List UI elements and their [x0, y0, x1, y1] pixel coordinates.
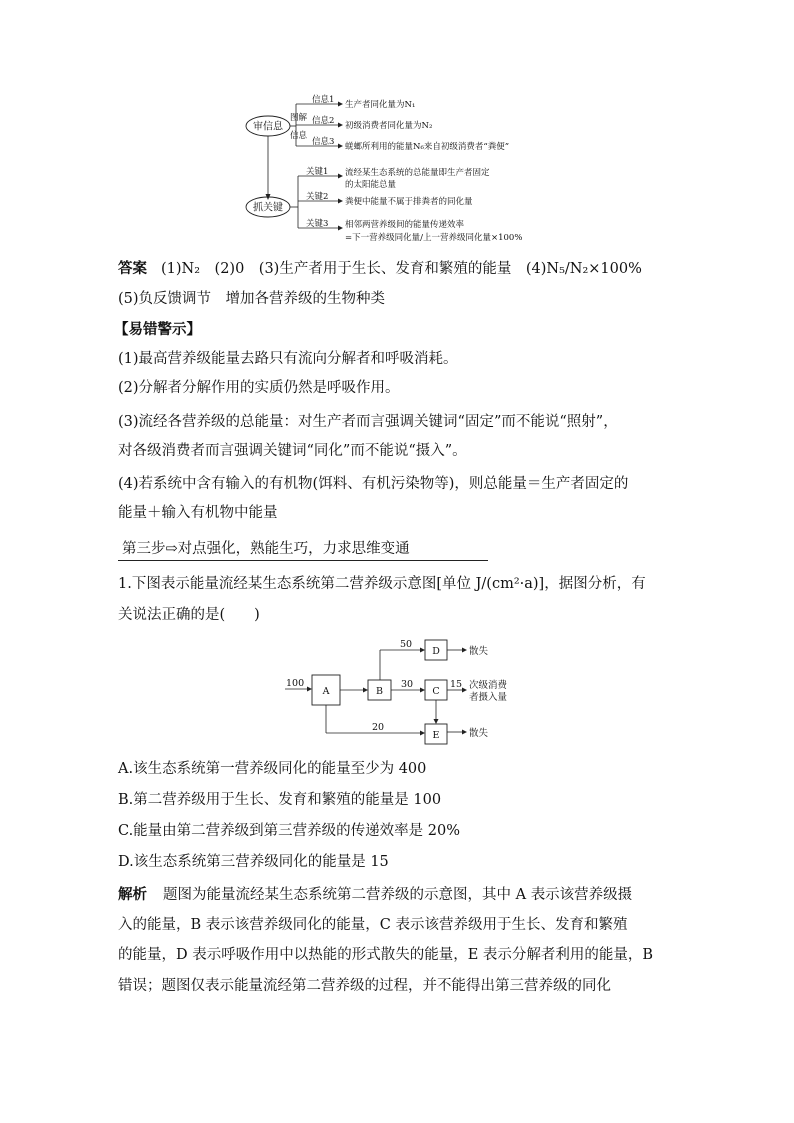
- answer-label: 答案: [118, 260, 147, 277]
- answer-line-1: [118, 259, 642, 279]
- label-tujie: 图解: [290, 113, 308, 123]
- warning-line-1: (1)最高营养级能量去路只有流向分解者和呼吸消耗。: [118, 351, 458, 367]
- info-text-1: 生产者同化量为N₁: [345, 100, 416, 110]
- value-c-out: 15: [450, 679, 463, 690]
- answer-line-2: (5)负反馈调节 增加各营养级的生物种类: [118, 291, 386, 307]
- mind-map-root2-text: 抓关键: [253, 202, 283, 214]
- warning-line-4: 对各级消费者而言强调关键词“同化”而不能说“摄入”。: [118, 443, 467, 459]
- label-xinxi: 信息: [290, 131, 308, 141]
- option-a: A.该生态系统第一营养级同化的能量至少为 400: [118, 761, 427, 777]
- key-text-1a: 流经某生态系统的总能量即生产者固定: [345, 168, 490, 178]
- box-b-label: B: [376, 686, 383, 697]
- warning-line-3: (3)流经各营养级的总能量：对生产者而言强调关键词“固定”而不能说“照射”，: [118, 414, 618, 430]
- box-d-label: D: [432, 646, 440, 657]
- analysis-line-2: 入的能量，B 表示该营养级同化的能量，C 表示该营养级用于生长、发育和繁殖: [118, 917, 628, 933]
- answer-text-1: (1)N₂ (2)0 (3)生产者用于生长、发育和繁殖的能量 (4)N₅/N₂×100%: [161, 261, 642, 277]
- warning-line-6: 能量＋输入有机物中能量: [118, 505, 278, 521]
- value-a-to-e: 20: [372, 722, 385, 733]
- warning-title-text: 易错警示: [128, 321, 187, 338]
- value-b-to-c: 30: [401, 679, 414, 690]
- analysis-line-4: 错误；题图仅表示能量流经第二营养级的过程，并不能得出第三营养级的同化: [118, 978, 611, 994]
- key-text-3b: =下一营养级同化量/上一营养级同化量×100%: [345, 233, 523, 243]
- info-tag-1: 信息1: [312, 95, 335, 105]
- analysis-text-1: 题图为能量流经某生态系统第二营养级的示意图，其中 A 表示该营养级摄: [163, 887, 633, 903]
- info-text-3: 蜣螂所利用的能量N₆来自初级消费者“粪便”: [345, 142, 510, 152]
- step3-title: 第三步⇨对点强化，熟能生巧，力求思维变通: [122, 541, 410, 557]
- value-b-to-d: 50: [400, 639, 413, 650]
- info-tag-3: 信息3: [312, 137, 335, 147]
- step3-heading: [118, 534, 488, 561]
- analysis-line-3: 的能量，D 表示呼吸作用中以热能的形式散失的能量，E 表示分解者利用的能量，B: [118, 947, 654, 963]
- option-d: D.该生态系统第三营养级同化的能量是 15: [118, 854, 389, 870]
- info-tag-2: 信息2: [312, 116, 335, 126]
- d-out-label: 散失: [469, 646, 489, 657]
- energy-flow-diagram: [280, 633, 540, 748]
- warning-title: [114, 320, 201, 340]
- box-a-label: A: [322, 686, 330, 697]
- key-tag-3: 关键3: [306, 219, 329, 229]
- key-tag-1: 关键1: [306, 167, 329, 177]
- question-line-1: 1.下图表示能量流经某生态系统第二营养级示意图[单位 J/(cm²·a)]，据图分析，有: [118, 576, 646, 592]
- option-c: C.能量由第二营养级到第三营养级的传递效率是 20%: [118, 823, 461, 839]
- mind-map-root1-text: 审信息: [253, 121, 283, 133]
- key-tag-2: 关键2: [306, 192, 329, 202]
- key-text-3a: 相邻两营养级间的能量传递效率: [345, 220, 465, 230]
- value-in: 100: [286, 678, 305, 689]
- key-text-1b: 的太阳能总量: [345, 180, 397, 190]
- box-c-label: C: [432, 686, 440, 697]
- mind-map-diagram: [238, 92, 558, 252]
- bracket-right: 】: [186, 321, 201, 338]
- c-out-label-2: 者摄入量: [469, 692, 508, 703]
- analysis-line-1: [118, 885, 632, 905]
- warning-line-2: (2)分解者分解作用的实质仍然是呼吸作用。: [118, 380, 400, 396]
- analysis-label: 解析: [118, 886, 147, 903]
- c-out-label-1: 次级消费: [469, 680, 508, 691]
- bracket-left: 【: [114, 321, 129, 338]
- e-out-label: 散失: [469, 728, 489, 739]
- key-text-2a: 粪便中能量不属于排粪者的同化量: [345, 197, 473, 207]
- warning-line-5: (4)若系统中含有输入的有机物(饵料、有机污染物等)，则总能量＝生产者固定的: [118, 476, 629, 492]
- question-line-2: 关说法正确的是( ): [118, 607, 260, 623]
- info-text-2: 初级消费者同化量为N₂: [345, 121, 433, 131]
- option-b: B.第二营养级用于生长、发育和繁殖的能量是 100: [118, 792, 442, 808]
- box-e-label: E: [432, 730, 440, 741]
